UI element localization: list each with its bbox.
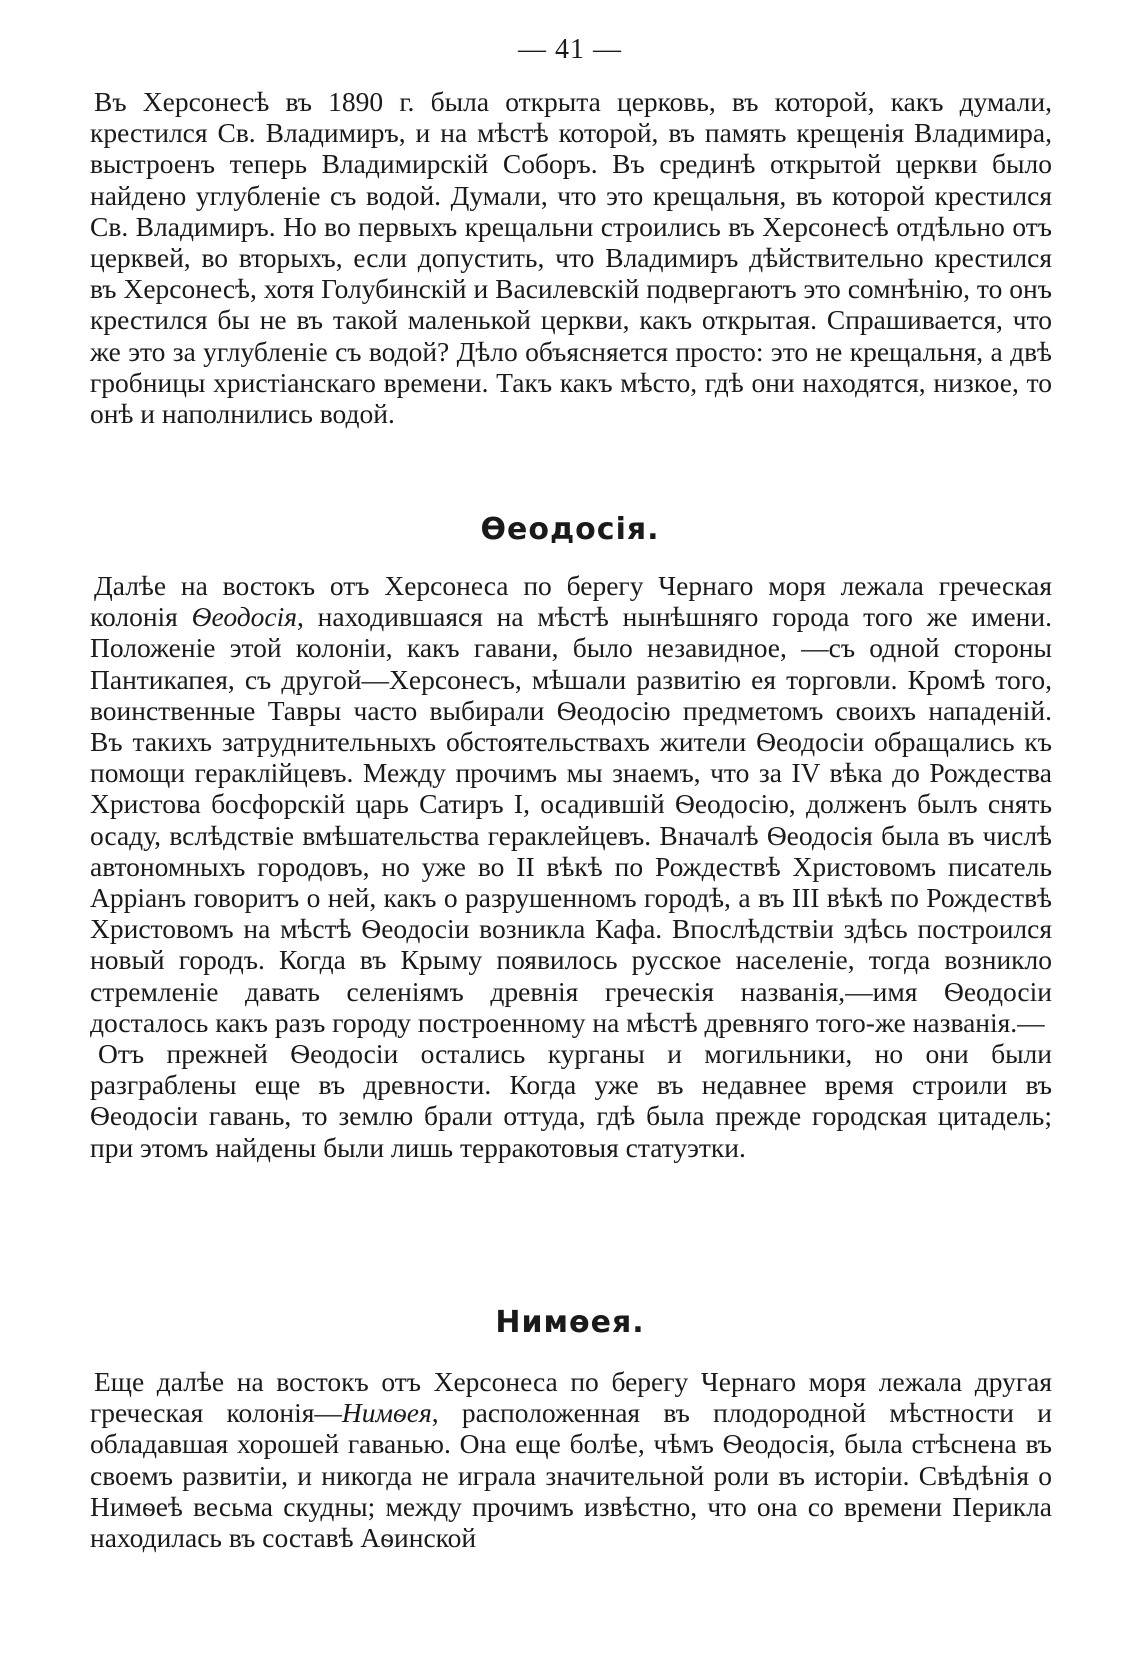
- paragraph-3: Отъ прежней Ѳеодосіи остались курганы и могильники, но они были разграблены еще въ древности. Когда уже въ недавнее время строили въ Ѳеодосіи гавань, то землю брали оттуда, гдѣ была прежде городская цитадель; при этомъ найдены были лишь терракотовыя статуэтки.: [90, 1038, 1052, 1163]
- paragraph-2-italic: Ѳеодосія: [191, 601, 298, 633]
- paragraph-chersonesus-church: [90, 86, 1052, 429]
- page-number: — 41 —: [518, 34, 622, 65]
- paragraph-1: Въ Херсонесѣ въ 1890 г. была открыта церковь, въ которой, какъ думали, крестился Св. Владимиръ, и на мѣстѣ которой, въ память крещенія Владимира, выстроенъ теперь Владимирскій Соборъ. Въ срединѣ открытой церкви было найдено углубленіе съ водой. Думали, что это крещальня, въ которой крестился Св. Владимиръ. Но во первыхъ крещальни строились въ Херсонесѣ отдѣльно отъ церквей, во вторыхъ, если допустить, что Владимиръ дѣйствительно крестился въ Херсонесѣ, хотя Голубинскій и Василевскій подвергаютъ это сомнѣнію, то онъ крестился бы не въ такой маленькой церкви, какъ открытая. Спрашивается, что же это за углубленіе съ водой? Дѣло объясняется просто: это не крещальня, а двѣ гробницы христіанскаго времени. Такъ какъ мѣсто, гдѣ они находятся, низкое, то онѣ и наполнились водой.: [90, 86, 1052, 430]
- heading-feodosia: Ѳеодосія.: [480, 512, 660, 547]
- paragraph-4: [90, 1366, 1052, 1553]
- paragraph-2-part1: Далѣе на востокъ отъ Херсонеса по берегу Чернаго моря лежала греческая колонія: [90, 570, 1052, 633]
- paragraph-4-italic: Нимѳея: [341, 1397, 432, 1429]
- section-nimfeya-text: [90, 1366, 1052, 1553]
- paragraph-4-part1: Еще далѣе на востокъ отъ Херсонеса по берегу Чернаго моря лежала другая греческая колонія—: [90, 1366, 1052, 1429]
- paragraph-2-part2: , находившаяся на мѣстѣ нынѣшняго города того же имени. Положеніе этой колоніи, какъ гавани, было незавидное, —съ одной стороны Пантикапея, съ другой—Херсонесъ, мѣшали развитію ея торговли. Кромѣ того, воинственные Тавры часто выбирали Ѳеодосію предметомъ своихъ нападеній. Въ такихъ затруднительныхъ обстоятельствахъ жители Ѳеодосіи обращались къ помощи гераклійцевъ. Между прочимъ мы знаемъ, что за IV вѣка до Рождества Христова босфорскій царь Сатиръ I, осадившій Ѳеодосію, долженъ былъ снять осаду, вслѣдствіе вмѣшательства гераклейцевъ. Вначалѣ Ѳеодосія была въ числѣ автономныхъ городовъ, но уже во II вѣкѣ по Рождествѣ Христовомъ писатель Арріанъ говоритъ о ней, какъ о разрушенномъ городѣ, а въ III вѣкѣ по Рождествѣ Христовомъ на мѣстѣ Ѳеодосіи возникла Кафа. Впослѣдствіи здѣсь построился новый городъ. Когда въ Крыму появилось русское населеніе, тогда возникло стремленіе давать селеніямъ древнія греческія названія,—имя Ѳеодосіи досталось какъ разъ городу построенному на мѣстѣ древняго того-же названія.—: [90, 601, 1052, 1038]
- heading-nimfeya: Нимѳея.: [495, 1305, 645, 1340]
- paragraph-4-part2: , расположенная въ плодородной мѣстности и обладавшая хорошей гаванью. Она еще болѣе, чѣмъ Ѳеодосія, была стѣснена въ своемъ развитіи, и никогда не играла значительной роли въ исторіи. Свѣдѣнія о Нимѳеѣ весьма скудны; между прочимъ извѣстно, что она со времени Перикла находилась въ составѣ Аѳинской: [90, 1397, 1052, 1554]
- section-feodosia-text: [90, 570, 1052, 1163]
- paragraph-2: [90, 570, 1052, 1038]
